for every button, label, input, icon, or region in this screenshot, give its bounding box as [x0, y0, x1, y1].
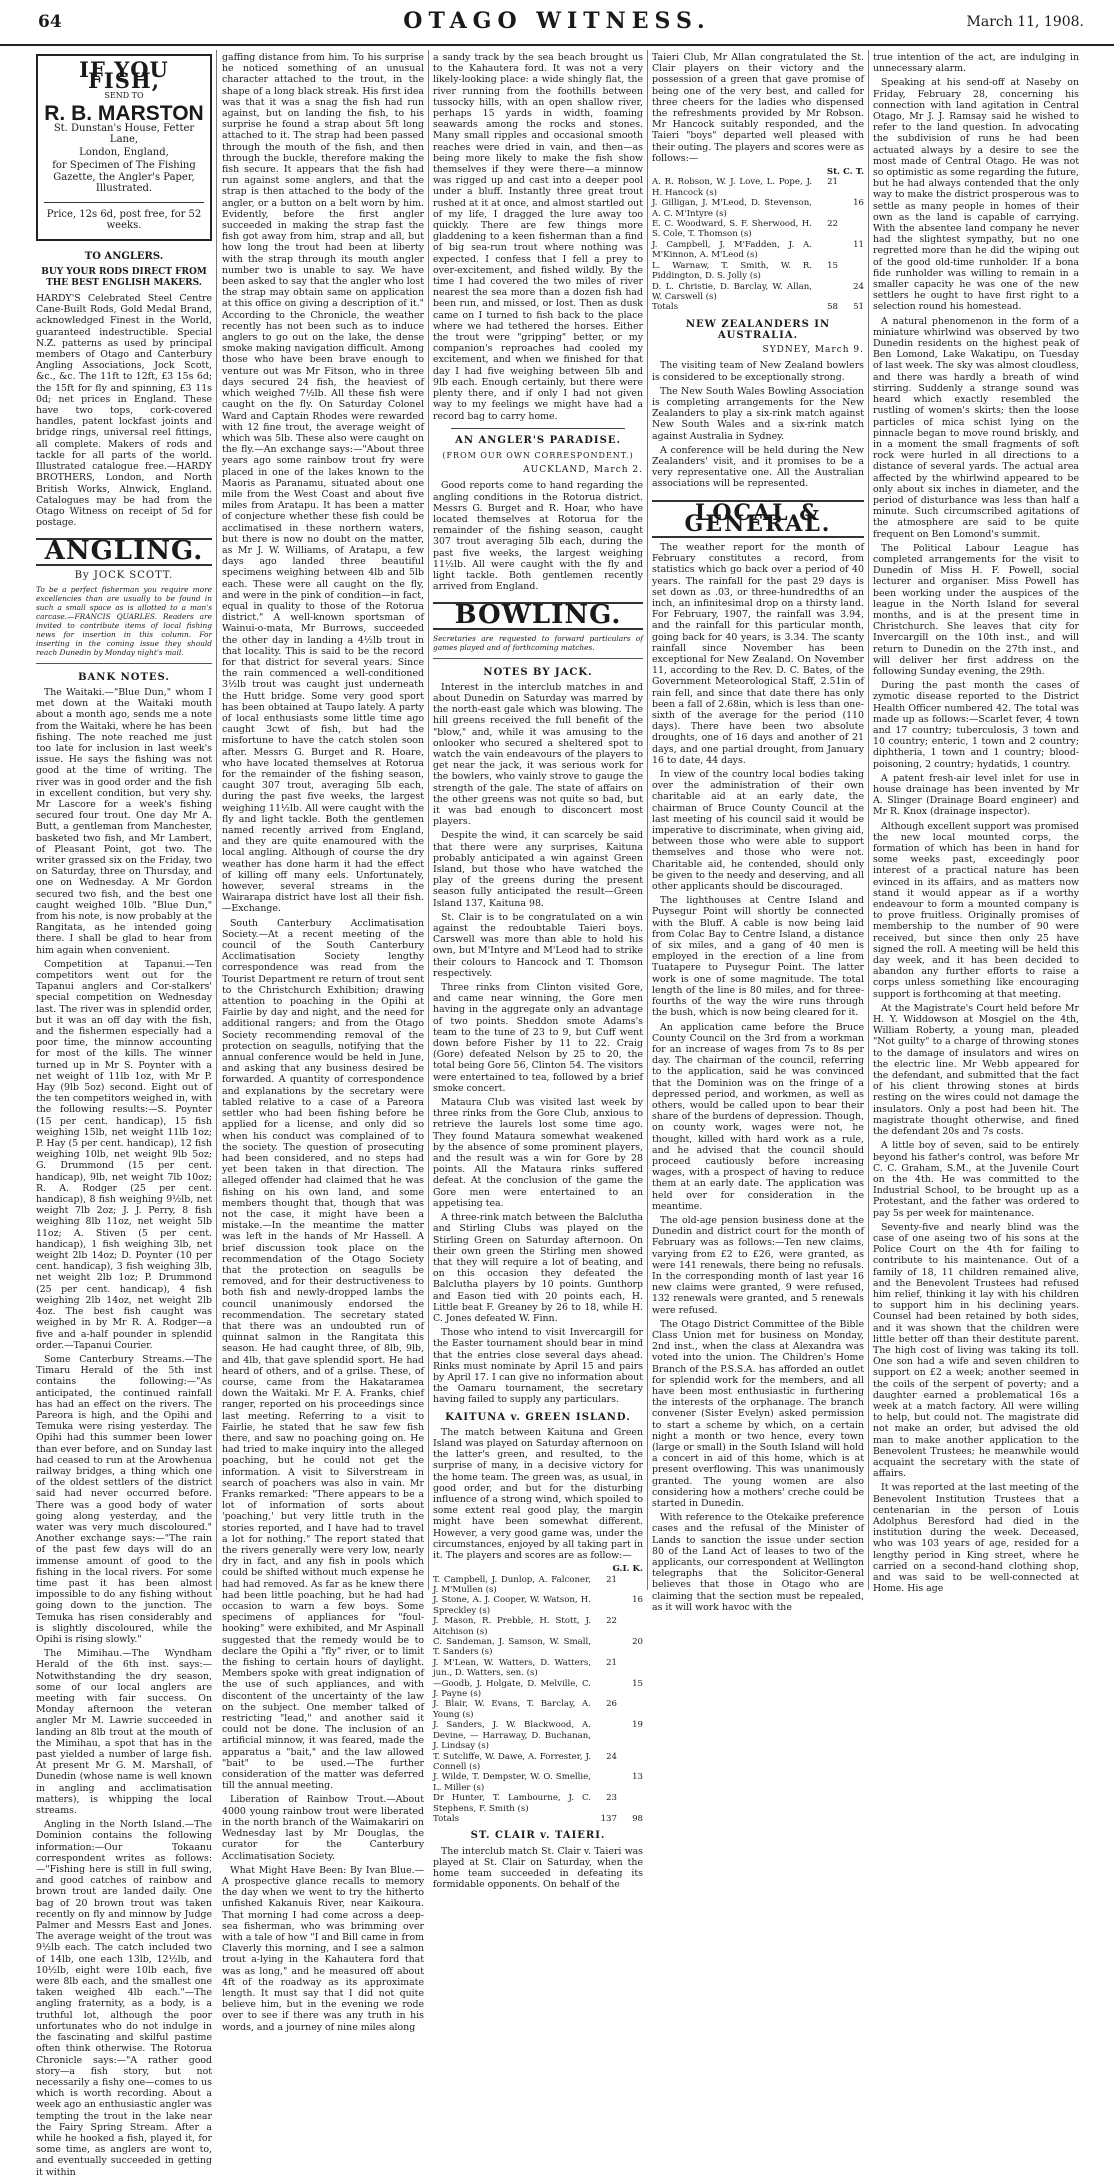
score: 19: [632, 1720, 643, 1731]
ad-specimen: for Specimen of The Fishing Gazette, the Angler's Paper, Illustrated.: [52, 160, 196, 194]
column-divider: [647, 50, 648, 1590]
column-divider: [868, 50, 869, 1590]
score: 21: [606, 1574, 617, 1585]
rink-players: L. Warnaw, T. Smith, W. R. Piddington, D. S. Jolly (s): [652, 260, 812, 282]
score-table: [652, 167, 864, 313]
article-paragraph: Good reports come to hand regarding the angling conditions in the Rotorua district. Messrs G. Burget and R. Hoar, who have located themselves at Rotorua for the remainder of the fishing season, caught 307 trout averaging 5lb each, during the past five weeks, the largest weighing 11½lb. All were caught with the fly and light tackle. Both gentlemen recently arrived from England.: [433, 480, 643, 593]
rink-players: J. Blair, W. Evans, T. Barclay, A. Young (s): [433, 1699, 591, 1720]
score: [812, 198, 838, 219]
ad-headline: IF YOU FISH,: [79, 57, 169, 94]
column-4: [652, 52, 864, 1613]
local-general-section-title: LOCAL & GENERAL.: [652, 500, 864, 538]
article-paragraph: The old-age pension business done at the Dunedin and district court for the month of February was as follows:—Ten new claims, varying from £2 to £26, were granted, as were 141 renewals, there being no refusals. In the corresponding month of last year 16 new claims were granted, 9 were refused, 132 renewals were granted, and 5 renewals were refused.: [652, 1214, 864, 1316]
rink-players: J. Mason, R. Prebble, H. Stott, J. Aitchison (s): [433, 1616, 591, 1637]
anglers-paradise-heading: AN ANGLER'S PARADISE.: [455, 434, 621, 446]
article-paragraph: During the past month the cases of zymotic disease reported to the District Health Officer numbered 42. The total was made up as follows:—Scarlet fever, 4 town and 17 country; tuberculosis, 3 town and 10 country; enteric, 1 town and 2 country; diphtheria, 1 town and 1 country; blood-poisoning, 2 country; hydatids, 1 country.: [873, 680, 1079, 770]
score: [591, 1637, 617, 1658]
score: 16: [632, 1595, 643, 1606]
divider: [451, 428, 625, 429]
score: 58: [827, 302, 838, 313]
score: [617, 1658, 643, 1679]
article-paragraph: The visiting team of New Zealand bowlers is considered to be exceptionally strong.: [652, 360, 864, 383]
angling-notice: To be a perfect fisherman you require more excellencies than are usually to be found in such a small space as is allotted to a man's carcase.—FRANCIS QUARLES. Readers are invited to contribute items of local fishing news for insertion in this column. For inserting in the coming issue they should reach Dunedin by Monday night's mail.: [36, 585, 212, 664]
article-paragraph: Despite the wind, it can scarcely be said that there were any surprises, Kaituna probably anticipated a win against Green Island, but those who have watched the play of the greens during the present season fully anticipated the result—Green Island 137, Kaituna 98.: [433, 830, 643, 909]
ad-price: Price, 12s 6d, post free, for 52 weeks.: [44, 202, 204, 231]
article-paragraph: The match between Kaituna and Green Island was played on Saturday afternoon on the latter's green, and resulted, to the surprise of many, in a decisive victory for the home team. The green was, as usual, in good order, and but for the disturbing influence of a strong wind, which spoiled to some extent real good play, the margin might have been somewhat different. However, a very good game was, under the circumstances, enjoyed by all taking part in it. The players and scores are as follow:—: [433, 1426, 643, 1561]
score-table: [433, 1564, 643, 1824]
page-header: [0, 0, 1114, 46]
column-divider: [428, 50, 429, 1590]
score-table-header: G.I. K.: [612, 1564, 643, 1575]
score: [617, 1699, 643, 1720]
article-paragraph: A patent fresh-air level inlet for use in house drainage has been invented by Mr A. Slinger (Drainage Board engineer) and Mr R. Knox (drainage inspector).: [873, 772, 1079, 818]
rink-players: J. Sanders, J. W. Blackwood, A. Devine, — Harraway, D. Buchanan, J. Lindsay (s): [433, 1720, 591, 1752]
article-paragraph: Taieri Club, Mr Allan congratulated the St. Clair players on their victory and the possession of a green that gave promise of being one of the very best, and called for three cheers for the ladies who dispensed the refreshments provided by Mr Robson. Mr Hancock suitably responded, and the Taieri "boys" departed well pleased with their outing. The players and scores were as follows:—: [652, 52, 864, 164]
article-paragraph: Seventy-five and nearly blind was the case of one aseing two of his sons at the Police Court on the 4th for failing to contribute to his maintenance. Out of a family of 18, 11 children remained alive, and the Benevolent Trustees had refused him relief, thinking it lay with his children to support him in his declining years. Counsel had been retained by both sides, and it was shown that the children were little better off than their destitute parent. The high cost of living was taking its toll. One son had a wife and seven children to support on £2 a week; another seemed in the coils of the serpent of poverty; and a daughter earned a problematical 16s a week at a match factory. All were willing to help, but could not. The magistrate did not make an order, but advised the old man to make another application to the Benevolent Trustees; he meanwhile would acquaint the secretary with the state of affairs.: [873, 1221, 1079, 1480]
score: 23: [606, 1793, 617, 1804]
bank-notes-heading: BANK NOTES.: [78, 671, 170, 683]
issue-date: March 11, 1908.: [966, 14, 1084, 30]
article-paragraph: Three rinks from Clinton visited Gore, and came near winning, the Gore men having in the aggregate only an advantage of two points. Sheddon smote Adams's team to the tune of 23 to 9, but Cuff went down before Fisher by 11 to 22. Craig (Gore) defeated Nelson by 25 to 20, the total being Gore 56, Clinton 54. The visitors were entertained to tea, followed by a brief smoke concert.: [433, 982, 643, 1094]
masthead: OTAGO WITNESS.: [403, 8, 711, 34]
article-paragraph: An application came before the Bruce County Council on the 3rd from a workman for an increase of wages from 7s to 8s per day. The chairman of the council, referring to the application, said he was convinced that the Dominion was on the fringe of a depressed period, and workmen, as well as others, would be called upon to bear their share of the burdens of depression. Though, on county work, wages were not, he thought, killed with hard work as a rule, and he advised that the council should proceed cautiously before increasing wages, with a prospect of having to reduce them at an early date. The application was held over for consideration in the meantime.: [652, 1021, 864, 1212]
nz-in-australia-heading: NEW ZEALANDERS IN AUSTRALIA.: [685, 318, 831, 341]
table-row: [433, 1575, 643, 1596]
ad-name: R. B. MARSTON: [44, 101, 204, 125]
rink-players: J. Campbell, J. M'Fadden, J. A. M'Kinnon, A. M'Leod (s): [652, 239, 812, 261]
angling-byline: By JOCK SCOTT.: [74, 569, 174, 581]
score: 13: [632, 1772, 643, 1783]
article-paragraph: The New South Wales Bowling Association is completing arrangements for the New Zealanders to play a six-rink match against New South Wales and a six-rink match against Australia in Sydney.: [652, 385, 864, 442]
anglers-ad-subheading: BUY YOUR RODS DIRECT FROM THE BEST ENGLISH MAKERS.: [41, 266, 207, 288]
st-clair-match-heading: ST. CLAIR v. TAIERI.: [470, 1830, 606, 1842]
article-paragraph: St. Clair is to be congratulated on a win against the redoubtable Taieri boys. Carswell was more than able to hold his own, but M'Intyre and M'Leod had to strike their colours to Hancock and T. Thomson respectively.: [433, 911, 643, 979]
table-row: [652, 198, 864, 219]
score: [591, 1720, 617, 1751]
score: 16: [853, 198, 864, 209]
score: 21: [606, 1657, 617, 1668]
score: 26: [606, 1699, 617, 1710]
column-1: [36, 52, 212, 2178]
rink-players: —Goodb, J. Holgate, D. Melville, C. J. Payne (s): [433, 1678, 591, 1700]
article-paragraph: The interclub match St. Clair v. Taieri was played at St. Clair on Saturday, when the home team succeeded in defeating its formidable opponents. On behalf of the: [433, 1845, 643, 1891]
article-paragraph: Some Canterbury Streams.—The Timaru Herald of the 5th inst contains the following:—"As anticipated, the continued rainfall has had an effect on the rivers. The Pareora is high, and the Opihi and Temuka were rising yesterday. The Opihi had this summer been lower than ever before, and on Sunday last had ceased to run at the Arowhenua railway bridges, a thing which one of the oldest settlers of the district said had never occurred before. There was a good body of water going along yesterday, and the water was very much discoloured." Another exchange says:—"The rain of the past few days will do an immense amount of good to the fishing in the local rivers. For some time past it has been almost impossible to do any fishing without going down to the junction. The Temuka has risen considerably and is slightly discoloured, while the Opihi is rising slowly.": [36, 1353, 212, 1645]
rink-players: J. Stone, A. J. Cooper, W. Watson, H. Spreckley (s): [433, 1595, 591, 1616]
totals-label: Totals: [652, 302, 678, 313]
ad-address: St. Dunstan's House, Fetter Lane,: [53, 122, 195, 146]
score: [838, 177, 864, 198]
rink-players: T. Sutcliffe, W. Dawe, A. Forrester, J. Connell (s): [433, 1751, 591, 1772]
table-row: [433, 1699, 643, 1720]
bowling-notice: Secretaries are requested to forward particulars of games played and of forthcoming matches.: [433, 634, 643, 659]
article-paragraph: South Canterbury Acclimatisation Society.—At a recent meeting of the council of the South Canterbury Acclimatisation Society lengthy correspondence was read from the Tourist Department re return of trout sent to the Christchurch Exhibition; drawing attention to poaching in the Opihi at Fairlie by day and night, and the need for additional rangers; and from the Otago Society recommending removal of the protection on seagulls, notifying that the annual conference would be held in June, and asking that any business desired be forwarded. A quantity of correspondence and explanations by the secretary were tabled relative to a case of a Pareora settler who had been fishing before he applied for a license, and only did so when his conduct was complained of to the society. The question of prosecuting had been considered, and no steps had yet been taken in that direction. The alleged offender had claimed that he was fishing on his own land, and some members thought that, though that was not the case, it might have been a mistake.—In the meantime the matter was left in the hands of Mr Hassell. A brief discussion took place on the recommendation of the Otago Society that the protection on seagulls be removed, and for their destructiveness to both fish and newly-dropped lambs the council unanimously endorsed the recommendation. The secretary stated that there was an undoubted run of quinnat salmon in the Rangitata this season. He had caught three, of 8lb, 9lb, and 4lb, that gave splendid sport. He had heard of others, and of a grilse. These, of course, came from the Hakataramea down the Waitaki. Mr F. A. Franks, chief ranger, reported on his proceedings since last meeting. Referring to a visit to Fairlie, he stated that he saw few fish there, and saw no poaching going on. He had tried to make inquiry into the alleged poaching, but he could not get the information. A visit to Silverstream in search of poachers was also in vain. Mr Franks remarked: "There appears to be a lot of information of sorts about 'poaching,' but very little truth in the stories reported, and I have had to travel a lot for nothing." The report stated that the rivers generally were very low, nearly dry in fact, and any fish in pools which could be shifted without much expense he had had removed. As far as he knew there had been little poaching, but he had had occasion to warn a few boys. Some specimens of appliances for "foul-hooking" were exhibited, and Mr Aspinall suggested that the remedy would be to declare the Opihi a "fly" river, or to limit the fishing to certain hours of daylight. Members spoke with great indignation of the use of such appliances, and with discontent of the uncertainty of the law on the subject. One member talked of restricting "lead," and another said it could not be done. The inclusion of an artificial minnow, it was feared, made the apparatus a "bait," and the law allowed "bait" to be used.—The further consideration of the matter was deferred till the annual meeting.: [222, 917, 424, 1792]
score: [838, 219, 864, 240]
score: [591, 1772, 617, 1793]
article-paragraph: Angling in the North Island.—The Dominion contains the following information:—Our Tokaanu correspondent writes as follows:—"Fishing here is still in full swing, and good catches of rainbow and brown trout are landed daily. One bag of 20 brown trout was taken recently on fly and minnow by Judge Palmer and Messrs East and Jones. The average weight of the trout was 9½lb each. The catch included two of 14lb, one each 13lb, 12½lb, and 10½lb, eight were 10lb each, five were 8lb each, and the smallest one taken weighed 4lb each."—The angling fraternity, as a body, is a truthful lot, although the poor unfortunates who do not indulge in the fascinating and skilful pastime often think otherwise. The Rotorua Chronicle says:—"A rather good story—a fish story, but not necessarily a fishy one—comes to us which is worth recording. About a week ago an enthusiastic angler was tempting the trout in the lake near the Fairy Spring Stream. After a while he hooked a fish, played it, for some time, as anglers are wont to, and eventually succeeded in getting it within: [36, 1819, 212, 2178]
angling-section-title: ANGLING.: [36, 538, 212, 565]
score: [617, 1752, 643, 1773]
table-row: [652, 282, 864, 303]
kaituna-match-heading: KAITUNA v. GREEN ISLAND.: [445, 1411, 631, 1423]
table-row: [433, 1679, 643, 1700]
table-row: [652, 240, 864, 261]
rink-players: J. M'Lean, W. Watters, D. Watters, jun., D. Watters, sen. (s): [433, 1657, 591, 1679]
table-totals-row: [433, 1814, 643, 1824]
article-paragraph: With reference to the Otekaike preference cases and the refusal of the Minister of Lands to sanction the issue under section 80 of the Land Act of leases to two of the applicants, our correspondent at Wellington telegraphs that the Solicitor-General believes that those in Otago who are claiming that the section must be repealed, as it will work havoc with the: [652, 1512, 864, 1613]
table-row: [433, 1595, 643, 1616]
table-row: [433, 1752, 643, 1773]
table-row: [433, 1637, 643, 1658]
score: [812, 282, 838, 303]
score: 11: [853, 239, 864, 250]
score: 98: [632, 1813, 643, 1824]
anglers-ad-heading: TO ANGLERS.: [84, 251, 164, 263]
article-paragraph: The Waitaki.—"Blue Dun," whom I met down at the Waitaki mouth about a month ago, sends me a note from the Waitaki, where he has been fishing. The note reached me just too late for inclusion in last week's issue. He says the fishing was not good at the time of writing. The river was in good order and the fish in excellent condition, but very shy. Mr Lascore for a week's fishing secured four trout. One day Mr A. Butt, a gentleman from Manchester, basketed two fish, and Mr Lambert, of Pleasant Point, got two. The writer grassed six on the Friday, two on Saturday, three on Thursday, and one on Wednesday. A Mr Gordon secured two fish, and the best one caught weighed 10lb. "Blue Dun," from his note, is now probably at the Rangitata, as he intended going there. I shall be glad to hear from him again when convenient.: [36, 686, 212, 956]
rink-players: E. C. Woodward, S. F. Sherwood, H. S. Cole, T. Thomson (s): [652, 219, 812, 240]
article-paragraph: Those who intend to visit Invercargill for the Easter tournament should bear in mind that the entries close several days ahead. Rinks must nominate by April 15 and pairs by April 17. I can give no information about the Oamaru tournament, the secretary having failed to supply any particulars.: [433, 1327, 643, 1406]
score: 24: [606, 1751, 617, 1762]
article-paragraph: A natural phenomenon in the form of a miniature whirlwind was observed by two Dunedin residents on the highest peak of Ben Lomond, Lake Wakatipu, on Tuesday of last week. The sky was almost cloudless, and there was hardly a breath of wind stirring. Suddenly a strange sound was heard which exactly resembled the rustling of women's skirts; then the loose particles of mica schist lying on the pinnacle began to move round briskly, and in a moment the small fragments of soft rock were hurled in all directions to a distance of several yards. The actual area affected by the whirlwind appeared to be only about six inches in diameter, and the period of disturbance was less than half a minute. Such circumscribed agitations of the atmosphere are said to be quite frequent on Ben Lomond's summit.: [873, 315, 1079, 540]
score: 22: [827, 219, 838, 230]
score: [591, 1595, 617, 1616]
score: [838, 261, 864, 282]
article-paragraph: In view of the country local bodies taking over the administration of their own charitable aid at an early date, the chairman of Bruce County Council at the last meeting of his council said it would be imperative to discriminate, when giving aid, between those who were able to support themselves and those who were not. Charitable aid, he contended, should only be given to the needy and deserving, and all other applicants should be discouraged.: [652, 769, 864, 893]
rink-players: C. Sandeman, J. Samson, W. Small, T. Sanders (s): [433, 1637, 591, 1658]
article-paragraph: The lighthouses at Centre Island and Puysegur Point will shortly be connected with the Bluff. A cable is now being laid from Colac Bay to Centre Island, a distance of six miles, and a gang of 40 men is employed in the erection of a line from Tuatapere to Puysegur Point. The latter work is one of some magnitude. The total length of the line is 80 miles, and for three-fourths of the way the wire runs through the bush, which is now being cleared for it.: [652, 895, 864, 1019]
column-5: [873, 52, 1079, 1595]
correspondent-line: (FROM OUR OWN CORRESPONDENT.): [442, 450, 634, 460]
table-row: [652, 261, 864, 282]
article-paragraph: A conference will be held during the New Zealanders' visit, and it promises to be a very representative one. All the Australian associations will be represented.: [652, 444, 864, 490]
article-paragraph: The Otago District Committee of the Bible Class Union met for business on Monday, 2nd inst., when the class at Alexandra was voted into the union. The Children's Home Branch of the P.S.S.A. has afforded an outlet for splendid work for the members, and all have been most enthusiastic in furthering the interests of the orphanage. The branch convener (Sister Evelyn) asked permission to start a scheme by which, on a certain night a month or two hence, every town (large or small) in the South Island will hold a concert in aid of this home, which is at present overflowing. This was unanimously granted. The young women are also considering how a mothers' creche could be started in Dunedin.: [652, 1318, 864, 1510]
page-number: 64: [38, 12, 62, 32]
dateline: SYDNEY, March 9.: [762, 345, 864, 356]
bowling-section-title: BOWLING.: [433, 602, 643, 629]
score: 24: [853, 281, 864, 292]
table-row: [433, 1720, 643, 1751]
ad-send-to: SEND TO: [104, 91, 144, 101]
article-paragraph: gaffing distance from him. To his surprise he noticed something of an unusual character attached to the trout, in the shape of a long black streak. His first idea was that it was a snag the fish had run against, but on landing the fish, to his surprise he found a strap about 5ft long attached to it. The strap had been passed through the mouth of the fish, and then through the buckle, therefore making the fish secure. It appears that the fish had run against some anglers, and that the strap is then attached to the body of the angler, or a button on a belt worn by him. Evidently, before the first angler succeeded in making the strap fast the fish got away from him, strap and all, but how long the trout had been at liberty with the strap through its mouth angler number two is unable to say. We have been asked to say that the angler who lost the strap may obtain same on application at this office on giving a description of it." According to the Chronicle, the weather recently has not been such as to induce anglers to go out on the lake, the dense smoke making navigation difficult. Among those who have been brave enough to venture out was Mr Fitson, who in three days secured 24 fish, the heaviest of which weighed 7½lb. All these fish were caught on the fly. On Saturday Colonel Ward and Captain Rhodes were rewarded with 12 fine trout, the average weight of which was 5lb. These also were caught on the fly.—An exchange says:—"About three years ago some rainbow trout fry were placed in one of the lakes known to the Maoris as Paranamu, situated about one mile from the West Coast and about five miles from Aratapu. It has been a matter of conjecture whether these fish could be acclimatised in these northern waters, but there is now no doubt on the matter, as Mr J. W. Williams, of Aratapu, a few days ago landed three beautiful specimens weighing between 4lb and 5lb each. These were all caught on the fly, and were in the pink of condition—in fact, equal in quality to those of the Rotorua district." A well-known sportsman of Wainui-o-mata, Mr Burrows, succeeded the other day in landing a 4½lb trout in that locality. This is said to be the record for that district for several years. Since the rain commenced a well-conditioned 3½lb trout was caught just underneath the Hutt bridge. Some very good sport has been obtained at Taupo lately. A party of local enthusiasts some little time ago caught 3cwt of fish, but had the misfortune to have the catch stolen soon after. Messrs G. Burget and R. Hoare, who have located themselves at Rotorua for the remainder of the fishing season, caught 307 trout, averaging 5lb each, during the past five weeks, the largest weighing 11½lb. All were caught with the fly and light tackle. Both the gentlemen named recently arrived from England, and they are quite enamoured with the local angling. Although of course the dry weather has done harm it had the effect of killing off many eels. Unfortunately, however, several streams in the Wairarapa district have lost all their fish.—Exchange.: [222, 52, 424, 915]
table-row: [652, 177, 864, 198]
article-paragraph: true intention of the act, are indulging in unnecessary alarm.: [873, 52, 1079, 75]
article-paragraph: a sandy track by the sea beach brought us to the Kahautera ford. It was not a very likely-looking place: a wide shingly flat, the river running from the foothills between tussocky hills, with an open shallow river, perhaps 15 yards in width, foaming seawards among the rocks and stones. Many small ripples and occasional smooth reaches were dried in vain, and then—as being more likely to make the fish show themselves if they were there—a minnow was rigged up and cast into a deeper pool under a bluff. Instantly three great trout rushed at it at once, and almost startled out of my life, I dragged the lure away too quickly. There are few things more gladdening to a keen fisherman than a find of big sea-run trout where nothing was expected. I confess that I fell a prey to over-excitement, and fished wildly. By the time I had covered the two miles of river nearest the sea more than a dozen fish had been run, and missed, or lost. Then as dusk came on I turned to fish back to the place where we had tethered the horses. Either the trout were "gripping" better, or my companion's reproaches had cooled my excitement, and when we finished for that day I had five weighing between 5lb and 9lb each. Enough certainly, but there were plenty there, and if only I had not given way to my feelings we might have had a record bag to carry home.: [433, 52, 643, 422]
score: 22: [606, 1616, 617, 1627]
article-paragraph: Mataura Club was visited last week by three rinks from the Gore Club, anxious to retrieve the laurels lost some time ago. They found Mataura somewhat weakened by the absence of some prominent players, and the result was a win for Gore by 28 points. All the Mataura rinks suffered defeat. At the conclusion of the game the Gore men were entertained to an appetising tea.: [433, 1097, 643, 1209]
table-row: [433, 1772, 643, 1793]
table-totals-row: [652, 302, 864, 312]
rink-players: A. R. Robson, W. J. Love, L. Pope, J. H. Hancock (s): [652, 177, 812, 198]
score: 15: [827, 260, 838, 271]
ad-city: London, England,: [79, 147, 169, 159]
score: 137: [600, 1813, 617, 1824]
marston-advertisement: [36, 54, 212, 241]
anglers-ad-body: HARDY'S Celebrated Steel Centre Cane-Built Rods, Gold Medal Brand, acknowledged Finest in the World, guaranteed indestructible. Special N.Z. patterns as used by principal members of Otago and Canterbury Angling Associations, Jock Scott, &c., &c. The 11ft to 12ft, £3 15s 6d; the 15ft for fly and spinning, £3 11s 0d; net prices in England. These have two tops, cork-covered handles, patent lockfast joints and bridge rings, universal reel fittings, all complete. Makers of rods and tackle for all parts of the world. Illustrated catalogue free.—HARDY BROTHERS, London, and North British Works, Alnwick, England. Catalogues may be had from the Otago Witness on receipt of 5d for postage.: [36, 293, 212, 529]
table-row: [433, 1658, 643, 1679]
column-2: [222, 52, 424, 2033]
score: [812, 240, 838, 261]
column-divider: [216, 50, 217, 1590]
rink-players: J. Gilligan, J. M'Leod, D. Stevenson, A. C. M'Intyre (s): [652, 198, 812, 219]
article-paragraph: What Might Have Been: By Ivan Blue.—A prospective glance recalls to memory the day when we went to try the hitherto unfished Kakanuis River, near Kaikoura. That morning I had come across a deep-sea fisherman, who was brimming over with a tale of how "I and Bill came in from Claverly this morning, and I see a salmon trout a-lying in the Kahautera ford that was as long," and he measured off about 4ft of the roadway as its approximate length. It must say that I did not quite believe him, but in the evening we rode over to see if there was any truth in his words, and a journey of nine miles along: [222, 1864, 424, 2033]
article-paragraph: Although excellent support was promised the new local mounted corps, the formation of which has been in hand for some weeks past, exceedingly poor interest of a practical nature has been evinced in its affairs, and as matters now stand it would appear as if a worthy endeavour to form a mounted company is to prove fruitless. Originally promises of membership to the number of 90 were received, but since then only 25 have signed the roll. A meeting will be held this day week, and it has been decided to abandon any further efforts to raise a corps unless something like encouraging support is forthcoming at that meeting.: [873, 820, 1079, 1000]
article-paragraph: Competition at Tapanui.—Ten competitors went out for the Tapanui anglers and Cor-stalkers' special competition on Wednesday last. The river was in splendid order, but it was an off day with the fish, and the fishermen especially had a poor time, the minnow accounting for most of the kills. The winner turned up in Mr S. Poynter with a net weight of 11lb 1oz, with Mr P. Hay (9lb 5oz) second. Eight out of the ten competitors weighed in, with the following results:—S. Poynter (15 per cent. handicap), 15 fish weighing 15lb, net weight 11lb 1oz; P. Hay (5 per cent. handicap), 12 fish weighing 10lb, net weight 9lb 5oz; G. Drummond (15 per cent. handicap), 9lb, net weight 7lb 10oz; R. A. Rodger (25 per cent. handicap), 8 fish weighing 9½lb, net weight 7lb 2oz; J. J. Perry, 8 fish weighing 8lb 11oz, net weight 5lb 11oz; A. Stiven (5 per cent. handicap), 1 fish weighing 3lb, net weight 2lb 14oz; D. Poynter (10 per cent. handicap), 3 fish weighing 3lb, net weight 2lb 1oz; P. Drummond (25 per cent. handicap), 4 fish weighing 2lb 14oz, net weight 2lb 4oz. The best fish caught was weighed in by Mr R. A. Rodger—a five and a-half pounder in splendid order.—Tapanui Courier.: [36, 958, 212, 1351]
score: 21: [827, 177, 838, 188]
dateline: AUCKLAND, March 2.: [523, 465, 643, 476]
article-paragraph: Speaking at his send-off at Naseby on Friday, February 28, concerning his connection with land agitation in Central Otago, Mr J. J. Ramsay said he wished to refer to the land question. In advocating the subdivision of runs he had been actuated always by a desire to see the most made of Central Otago. He was not so optimistic as some regarding the future, but he had always contended that the only way to make the district prosperous was to settle as many people in homes of their own as the land is capable of carrying. With the absentee land company he never had the slightest sympathy, but no one regretted more than he did the wiping out of the good old-time runholder. If a bona fide runholder was willing to remain in a smaller capacity he was one of the new settlers he ought to have first right to a selection round his homestead.: [873, 77, 1079, 313]
article-paragraph: Interest in the interclub matches in and about Dunedin on Saturday was marred by the north-east gale which was blowing. The hill greens received the full benefit of the "blow," and, while it was amusing to the onlooker who secured a sheltered spot to watch the vain endeavours of the players to get near the jack, it was serious work for the bowlers, who vainly strove to gauge the strength of the gale. The state of affairs on the other greens was not quite so bad, but it was bad enough to disconcert most players.: [433, 681, 643, 828]
article-paragraph: A little boy of seven, said to be entirely beyond his father's control, was before Mr C. C. Graham, S.M., at the Juvenile Court on the 4th. He was committed to the Industrial School, to be brought up as a Protestant, and the father was ordered to pay 5s per week for maintenance.: [873, 1140, 1079, 1219]
column-3: [433, 52, 643, 1891]
rink-players: T. Campbell, J. Dunlop, A. Falconer, J. M'Mullen (s): [433, 1574, 591, 1595]
article-paragraph: Liberation of Rainbow Trout.—About 4000 young rainbow trout were liberated in the north branch of the Waimakariri on Wednesday last by Mr Douglas, the curator for the Canterbury Acclimatisation Society.: [222, 1794, 424, 1862]
article-paragraph: A three-rink match between the Balclutha and Stirling Clubs was played on the Stirling Green on Saturday afternoon. On their own green the Stirling men showed that they will require a lot of beating, and on this occasion they defeated the Balclutha players by 10 points. Gunthorp and Eason tied with 20 points each, H. Little beat F. Greaney by 26 to 18, while H. C. Jones defeated W. Finn.: [433, 1212, 643, 1324]
article-paragraph: At the Magistrate's Court held before Mr H. Y. Widdowson at Mosgiel on the 4th, William Roberty, a young man, pleaded "Not guilty" to a charge of throwing stones to the damage of insulators and wires on the electric line. Mr Webb appeared for the defendant, and submitted that the fact of his client throwing stones at birds resting on the wires could not damage the insulators. Only a post had been hit. The magistrate thought otherwise, and fined the defendant 20s and 7s costs.: [873, 1002, 1079, 1138]
score: 20: [632, 1637, 643, 1648]
score: [617, 1575, 643, 1596]
article-paragraph: The Political Labour League has completed arrangements for the visit to Dunedin of Miss H. F. Powell, social lecturer and organiser. Miss Powell has been working under the auspices of the league in the North Island for several months, and is at the present time in Christchurch. She leaves that city for Invercargill on the 10th inst., and will return to Dunedin on the 27th inst., and will deliver her first address on the following Sunday evening, the 29th.: [873, 542, 1079, 677]
rink-players: J. Wilde, T. Dempster, W. O. Smellie, L. Miller (s): [433, 1772, 591, 1793]
article-paragraph: It was reported at the last meeting of the Benevolent Institution Trustees that a centenarian in the person of Louis Adolphus Beresford had died in the institution during the week. Deceased, who was 103 years of age, resided for a lengthy period in King street, where he carried on a second-hand clothing shop, and was said to be well-connected at Home. His age: [873, 1482, 1079, 1595]
score: [617, 1793, 643, 1814]
rink-players: Dr Hunter, T. Lambourne, J. C. Stephens, F. Smith (s): [433, 1793, 591, 1814]
article-paragraph: The Mimihau.—The Wyndham Herald of the 6th inst. says:—Notwithstanding the dry season, some of our local anglers are meeting with fair success. On Monday afternoon the veteran angler Mr M. Lawrie succeeded in landing an 8lb trout at the mouth of the Mimihau, a spot that has in the past yielded a number of large fish. At present Mr G. M. Marshall, of Dunedin (whose name is well known in angling and acclimatisation matters), is whipping the local streams.: [36, 1648, 212, 1817]
totals-label: Totals: [433, 1813, 459, 1824]
score-table-header: St. C. T.: [826, 167, 864, 178]
score: 15: [632, 1678, 643, 1689]
table-row: [433, 1793, 643, 1814]
score: [591, 1679, 617, 1700]
notes-by-jack-heading: NOTES BY JACK.: [483, 666, 593, 678]
score: [617, 1616, 643, 1637]
table-row: [652, 219, 864, 240]
table-row: [433, 1616, 643, 1637]
score: 51: [853, 302, 864, 313]
rink-players: D. L. Christie, D. Barclay, W. Allan, W. Carswell (s): [652, 281, 812, 302]
article-paragraph: The weather report for the month of February constitutes a record, from statistics which go back over a period of 40 years. The rainfall for the past 29 days is set down as .03, or three-hundredths of an inch, an infinitesimal drop on a thirsty land. For February, 1907, the rainfall was 3.94, and the rainfall for this particular month, going back for 40 years, is 3.34. The scanty rainfall since November has been exceptional for New Zealand. On November 11, according to the Rev. D. C. Bates, of the Government Meteorological Staff, 2.51in of rain fell, and since that date there has only been a fall of 2.68in, which is less than one-sixth of the average for the period (110 days). There have been two absolute droughts, one of 16 days and another of 21 days, and one partial drought, from January 16 to date, 44 days.: [652, 541, 864, 766]
